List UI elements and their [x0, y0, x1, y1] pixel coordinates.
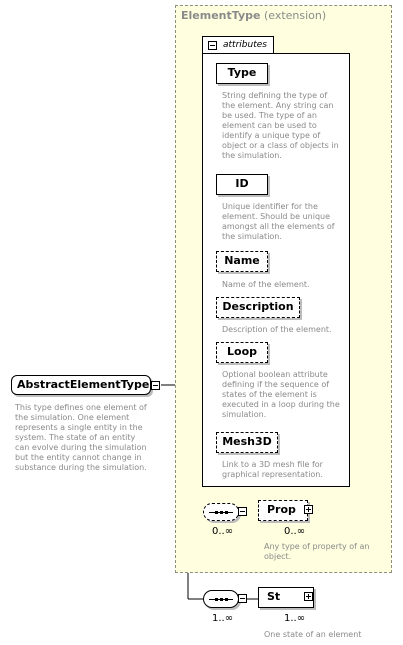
attribute-mesh3d[interactable] — [216, 432, 278, 453]
attribute-loop[interactable] — [216, 342, 268, 363]
collapse-icon[interactable] — [238, 507, 247, 516]
attribute-mesh3d-desc — [222, 460, 323, 480]
attribute-name[interactable] — [216, 251, 268, 272]
sequence-icon — [209, 511, 233, 514]
desc-line: Name of the element. — [222, 280, 310, 289]
desc-line: can evolve during the simulation — [15, 443, 147, 452]
element-prop-label: Prop — [267, 503, 296, 516]
root-element-type[interactable] — [11, 375, 151, 395]
collapse-icon[interactable] — [238, 594, 247, 603]
desc-line: states of the element is — [222, 390, 317, 399]
attribute-type-desc — [222, 91, 339, 161]
desc-line: graphical representation. — [222, 470, 323, 479]
desc-line: Description of the element. — [222, 325, 332, 334]
prop-occurrence: 0..∞ — [284, 526, 306, 537]
desc-line: String defining the type of — [222, 91, 328, 100]
attribute-description-desc — [222, 325, 332, 335]
attribute-loop-desc — [222, 370, 340, 420]
desc-line: element. Should be unique — [222, 212, 331, 221]
attribute-mesh3d-label: Mesh3D — [222, 435, 272, 448]
desc-line: system. The state of an entity — [15, 433, 136, 442]
desc-line: be used. The type of an — [222, 111, 317, 120]
expand-icon[interactable] — [304, 505, 313, 514]
attribute-description[interactable] — [216, 297, 300, 318]
attribute-id-label: ID — [235, 177, 249, 190]
attributes-label: attributes — [223, 40, 267, 50]
desc-line: Optional boolean attribute — [222, 370, 328, 379]
desc-line: the element. Any string can — [222, 101, 334, 110]
desc-line: represents a single entity in the — [15, 423, 143, 432]
extension-title — [181, 9, 326, 22]
attribute-name-label: Name — [224, 254, 260, 267]
desc-line: identify a unique type of — [222, 131, 321, 140]
desc-line: object or a class of objects in — [222, 141, 339, 150]
attribute-id-desc — [222, 202, 335, 242]
st-desc — [264, 630, 361, 640]
attribute-loop-label: Loop — [227, 345, 257, 358]
desc-line: Unique identifier for the — [222, 202, 318, 211]
sequence-icon — [209, 598, 233, 601]
st-occurrence: 1..∞ — [284, 613, 306, 624]
desc-line: the simulation. One element — [15, 413, 130, 422]
st-sequence-compositor[interactable] — [203, 590, 239, 608]
collapse-icon[interactable] — [151, 381, 160, 390]
desc-line: amongst all the elements of — [222, 222, 335, 231]
extension-name: ElementType — [181, 9, 261, 22]
desc-line: the simulation. — [222, 151, 282, 160]
desc-line: substance during the simulation. — [15, 463, 147, 472]
collapse-icon[interactable] — [208, 41, 217, 50]
desc-line: One state of an element — [264, 630, 362, 639]
desc-line: the simulation. — [222, 232, 282, 241]
extension-suffix: (extension) — [263, 9, 327, 22]
prop-desc — [264, 542, 370, 562]
attribute-type[interactable] — [216, 63, 268, 84]
desc-line: but the entity cannot change in — [15, 453, 142, 462]
root-desc — [15, 403, 147, 473]
attribute-id[interactable] — [216, 174, 268, 195]
element-st-label: St — [267, 590, 281, 603]
prop-sequence-occurrence: 0..∞ — [212, 526, 234, 537]
root-element-type-label: AbstractElementType — [17, 378, 150, 391]
desc-line: element can be used to — [222, 121, 317, 130]
desc-line: defining if the sequence of — [222, 380, 330, 389]
attribute-name-desc — [222, 280, 310, 290]
attribute-description-label: Description — [222, 300, 294, 313]
attributes-tab[interactable] — [202, 36, 274, 54]
expand-icon[interactable] — [304, 592, 313, 601]
st-sequence-occurrence: 1..∞ — [212, 613, 234, 624]
desc-line: simulation. — [222, 410, 267, 419]
element-prop[interactable] — [258, 500, 308, 521]
prop-sequence-compositor[interactable] — [203, 503, 239, 521]
desc-line: Any type of property of an — [264, 542, 370, 551]
desc-line: This type defines one element of — [15, 403, 147, 412]
attribute-type-label: Type — [227, 66, 257, 79]
desc-line: executed in a loop during the — [222, 400, 340, 409]
desc-line: object. — [264, 552, 292, 561]
desc-line: Link to a 3D mesh file for — [222, 460, 323, 469]
